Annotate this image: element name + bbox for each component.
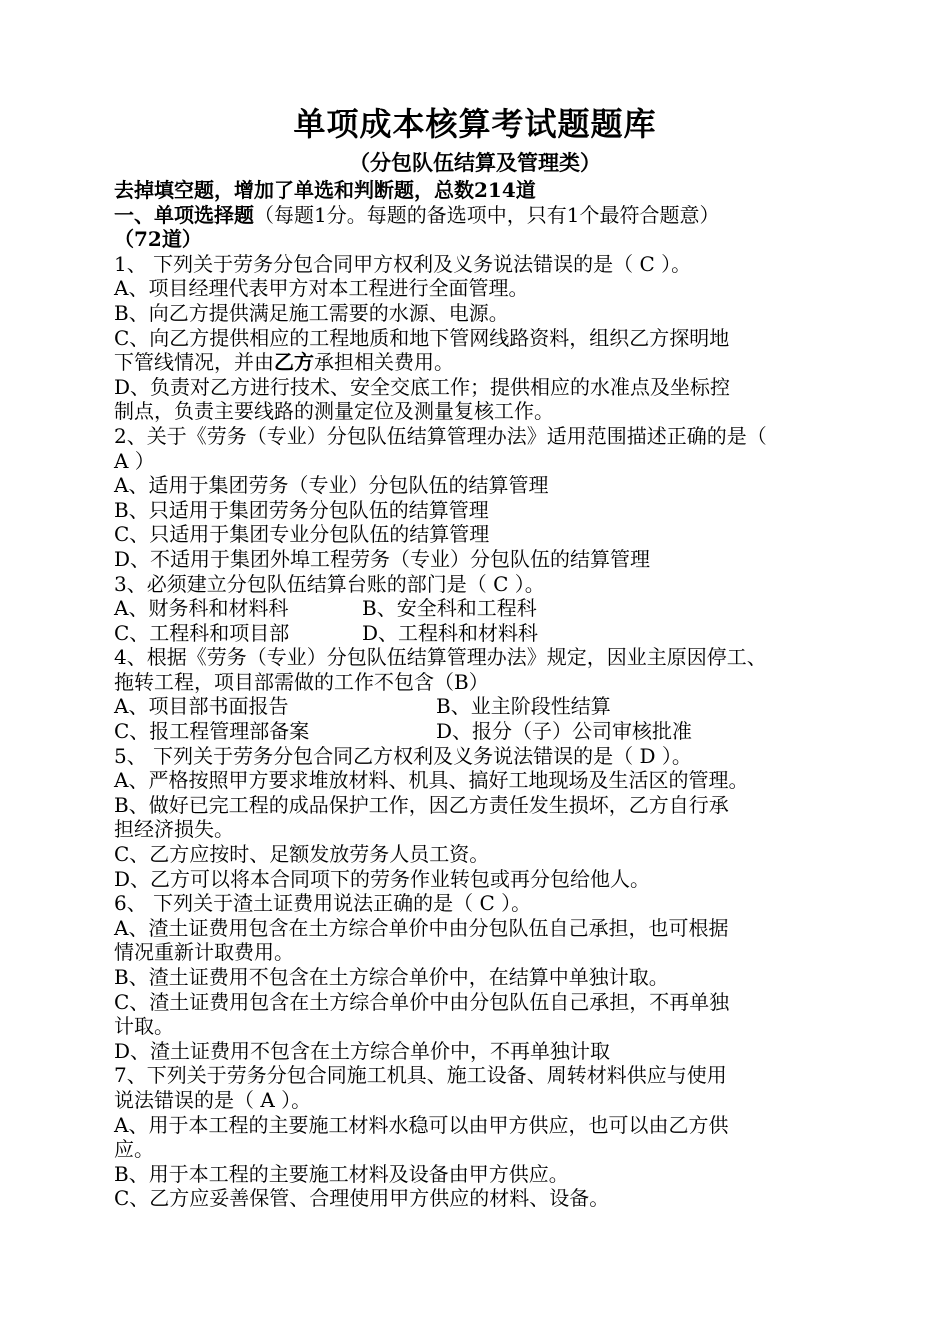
question-2-option-c: C、只适用于集团专业分包队伍的结算管理	[114, 522, 490, 547]
document-body	[114, 178, 844, 1211]
question-4-option-d: D、报分（子）公司审核批准	[436, 719, 693, 744]
question-4-option-a: A、项目部书面报告	[114, 694, 289, 719]
question-7-option-b: B、用于本工程的主要施工材料及设备由甲方供应。	[114, 1161, 569, 1186]
question-7-option-c: C、乙方应妥善保管、合理使用甲方供应的材料、设备。	[114, 1186, 610, 1211]
question-4-option-c: C、报工程管理部备案	[114, 719, 310, 744]
question-2-stem: 2、关于《劳务（专业）分包队伍结算管理办法》适用范围描述正确的是（	[114, 423, 767, 448]
question-5-option-d: D、乙方可以将本合同项下的劳务作业转包或再分包给他人。	[114, 866, 651, 891]
document-title: 单项成本核算考试题题库	[293, 105, 657, 143]
question-3-options-row-1	[114, 596, 844, 621]
question-1-option-c-emphasis: 乙方	[274, 350, 314, 375]
question-2-option-b: B、只适用于集团劳务分包队伍的结算管理	[114, 497, 489, 522]
question-4-options-row-1	[114, 694, 844, 719]
section-heading-line	[114, 203, 844, 228]
question-5-stem: 5、 下列关于劳务分包合同乙方权利及义务说法错误的是（ D ）。	[114, 743, 692, 768]
question-5-option-b: B、做好已完工程的成品保护工作，因乙方责任发生损坏，乙方自行承	[114, 792, 729, 817]
revision-note: 去掉填空题，增加了单选和判断题，总数214道	[114, 178, 536, 202]
question-1-option-a: A、项目经理代表甲方对本工程进行全面管理。	[114, 276, 529, 301]
question-2-option-a: A、适用于集团劳务（专业）分包队伍的结算管理	[114, 473, 549, 498]
question-3-option-b: B、安全科和工程科	[362, 596, 537, 621]
question-5-option-c: C、乙方应按时、足额发放劳务人员工资。	[114, 842, 490, 867]
question-6-option-c: C、渣土证费用包含在土方综合单价中由分包队伍自己承担，不再单独	[114, 989, 730, 1014]
question-4-option-b: B、业主阶段性结算	[436, 694, 611, 719]
question-6-option-a-cont: 情况重新计取费用。	[114, 940, 294, 965]
section-heading: 一、单项选择题	[114, 202, 254, 227]
question-4-stem: 4、根据《劳务（专业）分包队伍结算管理办法》规定，因业主原因停工、	[114, 645, 767, 670]
question-6-stem: 6、 下列关于渣土证费用说法正确的是（ C ）。	[114, 891, 532, 916]
question-1-option-c-cont	[114, 350, 844, 375]
question-1-option-d: D、负责对乙方进行技术、安全交底工作；提供相应的水准点及坐标控	[114, 374, 731, 399]
question-7-stem: 7、下列关于劳务分包合同施工机具、施工设备、周转材料供应与使用	[114, 1063, 727, 1088]
question-6-option-d: D、渣土证费用不包含在土方综合单价中，不再单独计取	[114, 1038, 611, 1063]
question-5-option-a: A、严格按照甲方要求堆放材料、机具、搞好工地现场及生活区的管理。	[114, 768, 749, 793]
question-2-stem-cont: A ）	[114, 448, 155, 473]
question-4-stem-cont: 拖转工程，项目部需做的工作不包含（B）	[114, 669, 489, 694]
section-instruction: （每题1分。每题的备选项中，只有1个最符合题意）	[254, 202, 720, 227]
question-6-option-b: B、渣土证费用不包含在土方综合单价中，在结算中单独计取。	[114, 965, 669, 989]
question-3-option-a: A、财务科和材料科	[114, 596, 289, 621]
question-3-options-row-2	[114, 621, 844, 646]
question-1-stem: 1、 下列关于劳务分包合同甲方权利及义务说法错误的是（ C ）。	[114, 251, 692, 276]
question-1-option-d-cont: 制点，负责主要线路的测量定位及测量复核工作。	[114, 399, 554, 424]
section-count: （72道）	[114, 227, 202, 252]
question-5-option-b-cont: 担经济损失。	[114, 817, 234, 842]
question-7-option-a-cont: 应。	[114, 1137, 154, 1162]
question-6-option-a: A、渣土证费用包含在土方综合单价中由分包队伍自己承担，也可根据	[114, 915, 729, 940]
question-4-options-row-2	[114, 719, 844, 744]
question-1-option-c-text-end: 承担相关费用。	[314, 350, 454, 375]
question-3-option-c: C、工程科和项目部	[114, 620, 290, 645]
question-6-option-c-cont: 计取。	[114, 1014, 174, 1039]
question-2-option-d: D、不适用于集团外埠工程劳务（专业）分包队伍的结算管理	[114, 546, 651, 571]
question-3-stem: 3、必须建立分包队伍结算台账的部门是（ C ）。	[114, 571, 545, 596]
question-1-option-c: C、向乙方提供相应的工程地质和地下管网线路资料，组织乙方探明地	[114, 325, 730, 350]
question-7-stem-cont: 说法错误的是（ A ）。	[114, 1087, 312, 1112]
question-1-option-b: B、向乙方提供满足施工需要的水源、电源。	[114, 300, 509, 325]
question-1-option-c-text: 下管线情况，并由	[114, 350, 274, 375]
document-subtitle: （分包队伍结算及管理类）	[349, 150, 601, 175]
question-7-option-a: A、用于本工程的主要施工材料水稳可以由甲方供应，也可以由乙方供	[114, 1112, 729, 1137]
question-3-option-d: D、工程科和材料科	[362, 620, 539, 645]
